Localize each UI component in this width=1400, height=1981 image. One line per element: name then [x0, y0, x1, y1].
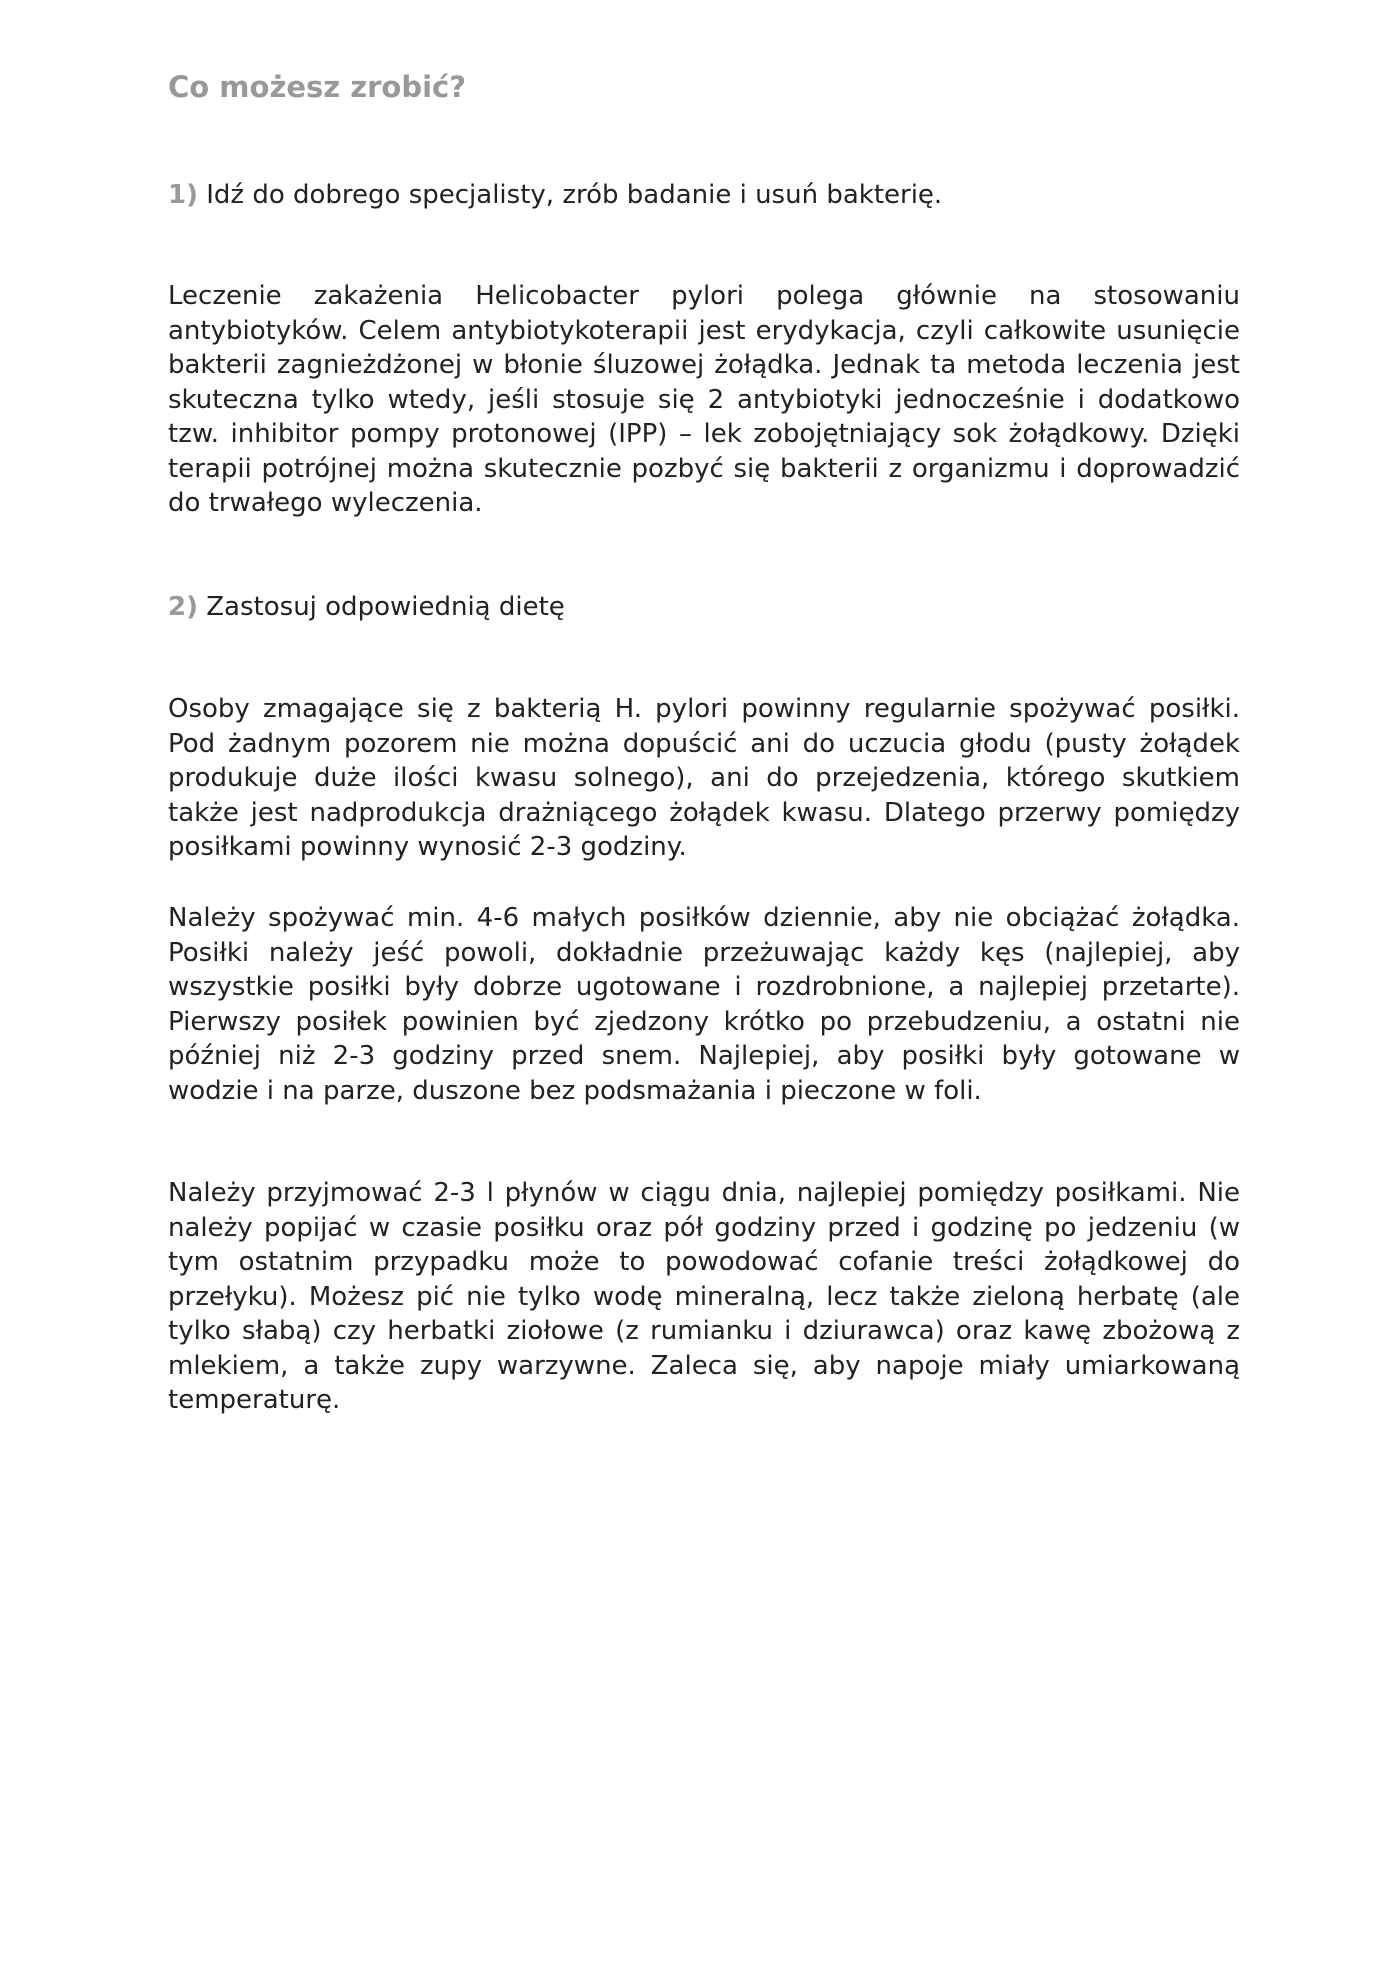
step-heading-1	[168, 178, 942, 212]
step-number: 2)	[168, 592, 198, 622]
page-title: Co możesz zrobić?	[168, 70, 467, 104]
paragraph-diet-fluids: Należy przyjmować 2-3 l płynów w ciągu dnia, najlepiej pomiędzy posiłkami. Nie należy popijać w czasie posiłku oraz pół godziny przed i godzinę po jedzeniu (w tym ostatnim przypadku może to powodować cofanie treści żołądkowej do przełyku). Możesz pić nie tylko wodę mineralną, lecz także zieloną herbatę (ale tylko słabą) czy herbatki ziołowe (z rumianku i dziurawca) oraz kawę zbożową z mlekiem, a także zupy warzywne. Zaleca się, aby napoje miały umiarkowaną temperaturę.	[168, 1178, 1240, 1415]
paragraph-treatment: Leczenie zakażenia Helicobacter pylori polega głównie na stosowaniu antybiotyków. Celem antybiotykoterapii jest erydykacja, czyli całkowite usunięcie bakterii zagnieżdżonej w błonie śluzowej żołądka. Jednak ta metoda leczenia jest skuteczna tylko wtedy, jeśli stosuje się 2 antybiotyki jednocześnie i dodatkowo tzw. inhibitor pompy protonowej (IPP) – lek zobojętniający sok żołądkowy. Dzięki terapii potrójnej można skutecznie pozbyć się bakterii z organizmu i doprowadzić do trwałego wyleczenia.	[168, 281, 1240, 518]
step-heading-text: Idź do dobrego specjalisty, zrób badanie i usuń bakterię.	[206, 180, 943, 210]
step-heading-2	[168, 590, 565, 624]
paragraph-diet-small-meals: Należy spożywać min. 4-6 małych posiłków dziennie, aby nie obciążać żołądka. Posiłki należy jeść powoli, dokładnie przeżuwając każdy kęs (najlepiej, aby wszystkie posiłki były dobrze ugotowane i rozdrobnione, a najlepiej przetarte). Pierwszy posiłek powinien być zjedzony krótko po przebudzeniu, a ostatni nie później niż 2-3 godziny przed snem. Najlepiej, aby posiłki były gotowane w wodzie i na parze, duszone bez podsmażania i pieczone w foli.	[168, 903, 1240, 1106]
step-heading-text: Zastosuj odpowiednią dietę	[206, 592, 565, 622]
paragraph-diet-regular-meals: Osoby zmagające się z bakterią H. pylori powinny regularnie spożywać posiłki. Pod żadnym pozorem nie można dopuścić ani do uczucia głodu (pusty żołądek produkuje duże ilości kwasu solnego), ani do przejedzenia, którego skutkiem także jest nadprodukcja drażniącego żołądek kwasu. Dlatego przerwy pomiędzy posiłkami powinny wynosić 2-3 godziny.	[168, 694, 1240, 862]
step-number: 1)	[168, 180, 198, 210]
